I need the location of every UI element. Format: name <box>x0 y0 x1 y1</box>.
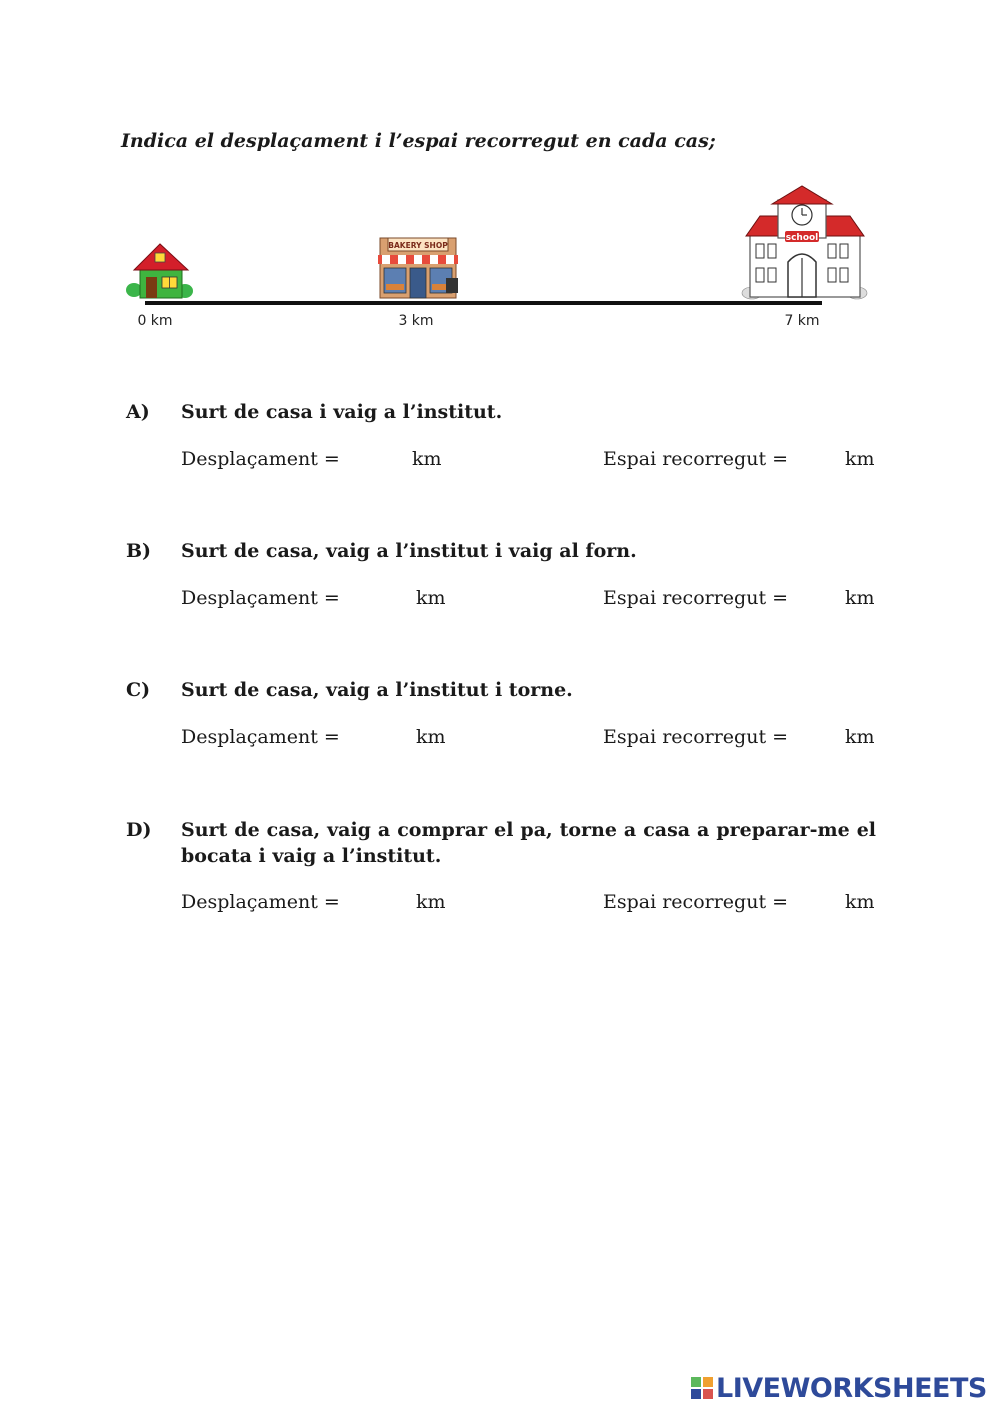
question-b-distance-label: Espai recorregut = <box>603 587 789 609</box>
distance-diagram <box>120 180 880 340</box>
bakery-sign: BAKERY SHOP <box>388 241 448 250</box>
question-d-letter: D) <box>126 819 152 841</box>
question-c-text: Surt de casa, vaig a l’institut i torne. <box>181 679 573 701</box>
bakery-icon <box>378 238 458 298</box>
question-b-displacement-unit: km <box>416 587 446 609</box>
question-d-distance-label: Espai recorregut = <box>603 891 789 913</box>
question-c-displacement-label: Desplaçament = <box>181 726 340 748</box>
question-a-distance-unit: km <box>845 448 875 470</box>
question-a-text: Surt de casa i vaig a l’institut. <box>181 401 503 423</box>
marker-label-7: 7 km <box>784 313 820 329</box>
question-b-displacement-label: Desplaçament = <box>181 587 340 609</box>
school-sign: school <box>785 233 819 243</box>
question-a-distance-label: Espai recorregut = <box>603 448 789 470</box>
question-c-displacement-unit: km <box>416 726 446 748</box>
question-c-letter: C) <box>126 679 151 701</box>
question-c-distance-unit: km <box>845 726 875 748</box>
question-c-distance-label: Espai recorregut = <box>603 726 789 748</box>
marker-label-0: 0 km <box>137 313 173 329</box>
question-d-displacement-label: Desplaçament = <box>181 891 340 913</box>
school-icon <box>742 186 867 299</box>
question-d-displacement-unit: km <box>416 891 446 913</box>
question-b-text: Surt de casa, vaig a l’institut i vaig al forn. <box>181 540 637 562</box>
marker-label-3: 3 km <box>398 313 434 329</box>
liveworksheets-logo-icon <box>690 1376 714 1400</box>
liveworksheets-logo-text: LIVEWORKSHEETS <box>716 1372 987 1404</box>
home-icon <box>126 244 193 298</box>
question-d-text: Surt de casa, vaig a comprar el pa, torne a casa a preparar-me el bocata i vaig a l’institut. <box>181 819 876 867</box>
question-a-letter: A) <box>126 401 150 423</box>
question-a-displacement-unit: km <box>412 448 442 470</box>
question-b-letter: B) <box>126 540 152 562</box>
question-b-distance-unit: km <box>845 587 875 609</box>
question-d-distance-unit: km <box>845 891 875 913</box>
instruction-text: Indica el desplaçament i l’espai recorregut en cada cas; <box>121 130 716 152</box>
liveworksheets-logo <box>690 1372 987 1404</box>
question-a-displacement-label: Desplaçament = <box>181 448 340 470</box>
